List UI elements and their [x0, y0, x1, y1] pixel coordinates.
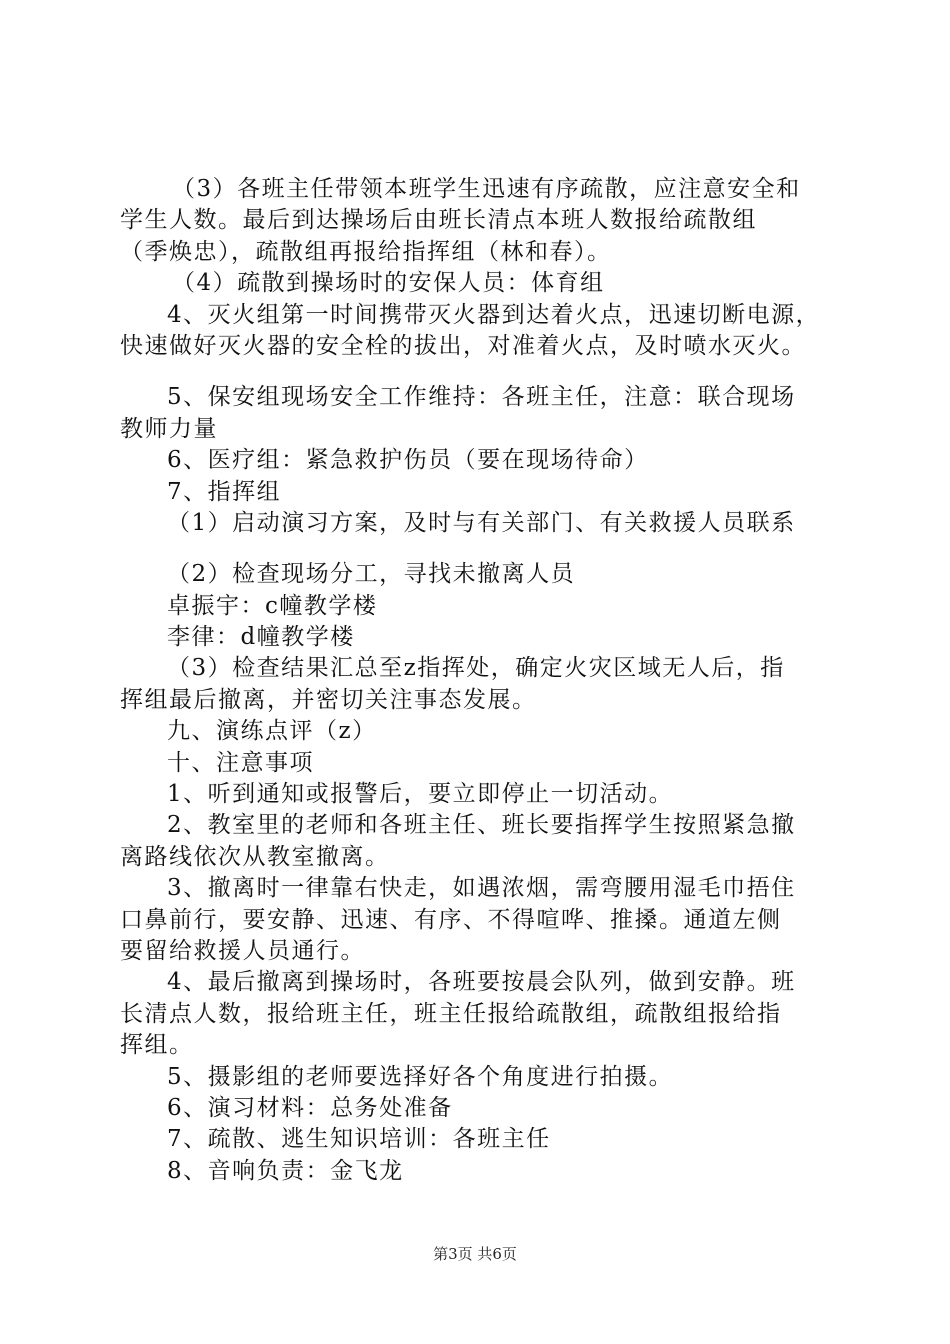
paragraph-line: 口鼻前行，要安静、迅速、有序、不得喧哗、推搡。通道左侧: [120, 906, 782, 933]
paragraph-line: （2）检查现场分工，寻找未撤离人员: [167, 561, 576, 588]
paragraph-line: 1、听到通知或报警后，要立即停止一切活动。: [167, 781, 674, 808]
paragraph-line: （3）检查结果汇总至z指挥处，确定火灾区域无人后，指: [167, 655, 785, 682]
paragraph-line: 4、灭火组第一时间携带灭火器到达着火点，迅速切断电源，: [167, 301, 821, 328]
paragraph-line: 8、音响负责：金飞龙: [167, 1157, 404, 1184]
paragraph-line: 教师力量: [120, 415, 218, 442]
paragraph-line: （季焕忠），疏散组再报给指挥组（林和春）。: [120, 238, 612, 265]
paragraph-line: 6、演习材料：总务处准备: [167, 1094, 453, 1121]
paragraph-line: 2、教室里的老师和各班主任、班长要指挥学生按照紧急撤: [167, 812, 796, 839]
page-number-footer: 第3页 共6页: [433, 1245, 517, 1263]
paragraph-line: （3）各班主任带领本班学生迅速有序疏散，应注意安全和: [172, 176, 801, 202]
document-body: [120, 174, 840, 1187]
paragraph-line: 5、保安组现场安全工作维持：各班主任，注意：联合现场: [167, 384, 796, 411]
paragraph-gap: [120, 362, 840, 382]
paragraph-line: 7、指挥组: [167, 478, 282, 505]
paragraph-line: 离路线依次从教室撤离。: [120, 843, 390, 870]
section-heading: 九、演练点评（z）: [167, 718, 377, 745]
paragraph-line: 5、摄影组的老师要选择好各个角度进行拍摄。: [167, 1063, 674, 1090]
paragraph-line: 挥组最后撤离，并密切关注事态发展。: [120, 686, 537, 713]
paragraph-line: 4、最后撤离到操场时，各班要按晨会队列，做到安静。班: [167, 969, 796, 996]
paragraph-line: 学生人数。最后到达操场后由班长清点本班人数报给疏散组: [120, 207, 757, 234]
paragraph-gap: [120, 539, 840, 559]
paragraph-line: 要留给救援人员通行。: [120, 937, 365, 964]
paragraph-line: （1）启动演习方案，及时与有关部门、有关救援人员联系: [167, 509, 796, 536]
paragraph-line: 李律：d幢教学楼: [167, 624, 355, 651]
paragraph-line: 长清点人数，报给班主任，班主任报给疏散组，疏散组报给指: [120, 1000, 782, 1027]
paragraph-line: 挥组。: [120, 1032, 194, 1059]
paragraph-line: 6、医疗组：紧急救护伤员（要在现场待命）: [167, 447, 649, 474]
paragraph-line: 卓振宇：c幢教学楼: [167, 592, 378, 619]
paragraph-line: （4）疏散到操场时的安保人员：体育组: [172, 270, 605, 297]
section-heading: 十、注意事项: [167, 749, 314, 776]
paragraph-line: 3、撤离时一律靠右快走，如遇浓烟，需弯腰用湿毛巾捂住: [167, 875, 796, 902]
paragraph-line: 快速做好灭火器的安全栓的拔出，对准着火点，及时喷水灭火。: [120, 332, 806, 359]
paragraph-line: 7、疏散、逃生知识培训：各班主任: [167, 1126, 551, 1153]
